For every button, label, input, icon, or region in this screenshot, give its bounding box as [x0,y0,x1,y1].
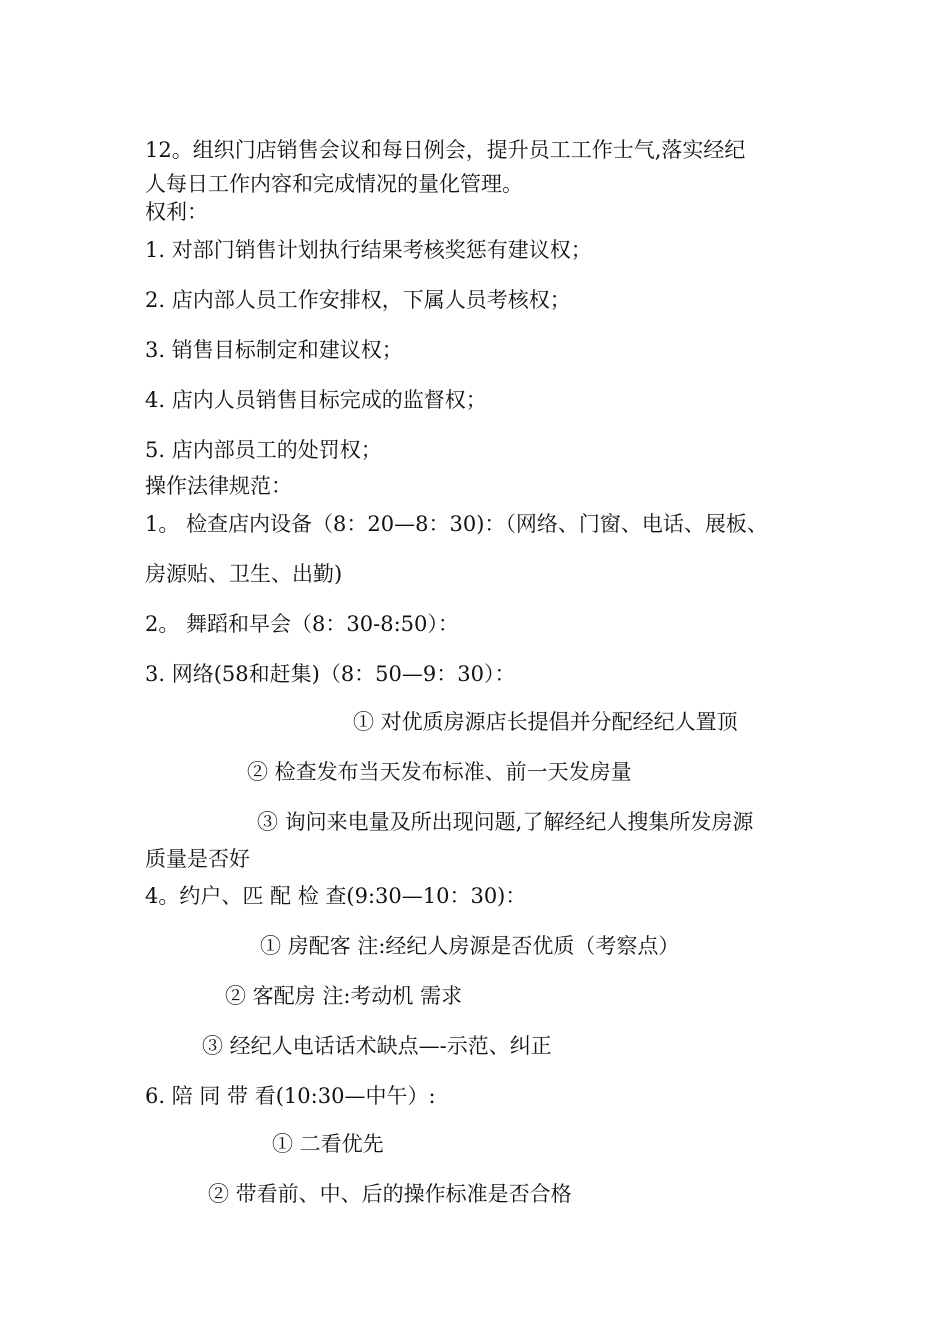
step-4-sub-2: ② 客配房 注:考动机 需求 [225,984,463,1008]
rights-item-3: 3. 销售目标制定和建议权； [145,338,403,362]
operation-step-2: 2。 舞蹈和早会（8：30-8:50）： [145,612,459,636]
step-3-sub-3-line-2: 质量是否好 [145,847,250,871]
operation-step-1-line-1: 1。 检查店内设备（8：20—8：30)：（网络、门窗、电话、展板、 [145,512,768,536]
step-6-sub-1: ① 二看优先 [272,1132,384,1156]
rights-item-5: 5. 店内部员工的处罚权； [145,438,382,462]
rights-item-4: 4. 店内人员销售目标完成的监督权； [145,388,487,412]
operations-heading: 操作法律规范： [145,474,292,498]
step-6-sub-2: ② 带看前、中、后的操作标准是否合格 [208,1182,572,1206]
step-4-sub-1: ① 房配客 注:经纪人房源是否优质（考察点） [260,934,680,958]
operation-step-4: 4。约户、匹 配 检 查(9:30—10：30)： [145,884,527,908]
step-4-sub-3: ③ 经纪人电话话术缺点—-示范、纠正 [202,1034,552,1058]
operation-step-6: 6. 陪 同 带 看(10:30—中午）: [145,1084,436,1108]
rights-item-1: 1. 对部门销售计划执行结果考核奖惩有建议权； [145,238,592,262]
step-3-sub-3: ③ 询问来电量及所出现问题,了解经纪人搜集所发房源 [257,810,754,834]
step-3-sub-2: ② 检查发布当天发布标准、前一天发房量 [247,760,632,784]
rights-heading: 权利： [145,200,208,224]
rights-item-2: 2. 店内部人员工作安排权，下属人员考核权； [145,288,571,312]
duty-item-12-line-2: 人每日工作内容和完成情况的量化管理。 [145,172,523,196]
duty-item-12-line-1: 12。组织门店销售会议和每日例会，提升员工工作士气,落实经纪 [145,138,746,162]
operation-step-1-line-2: 房源贴、卫生、出勤) [145,562,343,586]
operation-step-3: 3. 网络(58和赶集)（8：50—9：30）： [145,662,516,686]
step-3-sub-1: ① 对优质房源店长提倡并分配经纪人置顶 [353,710,738,734]
